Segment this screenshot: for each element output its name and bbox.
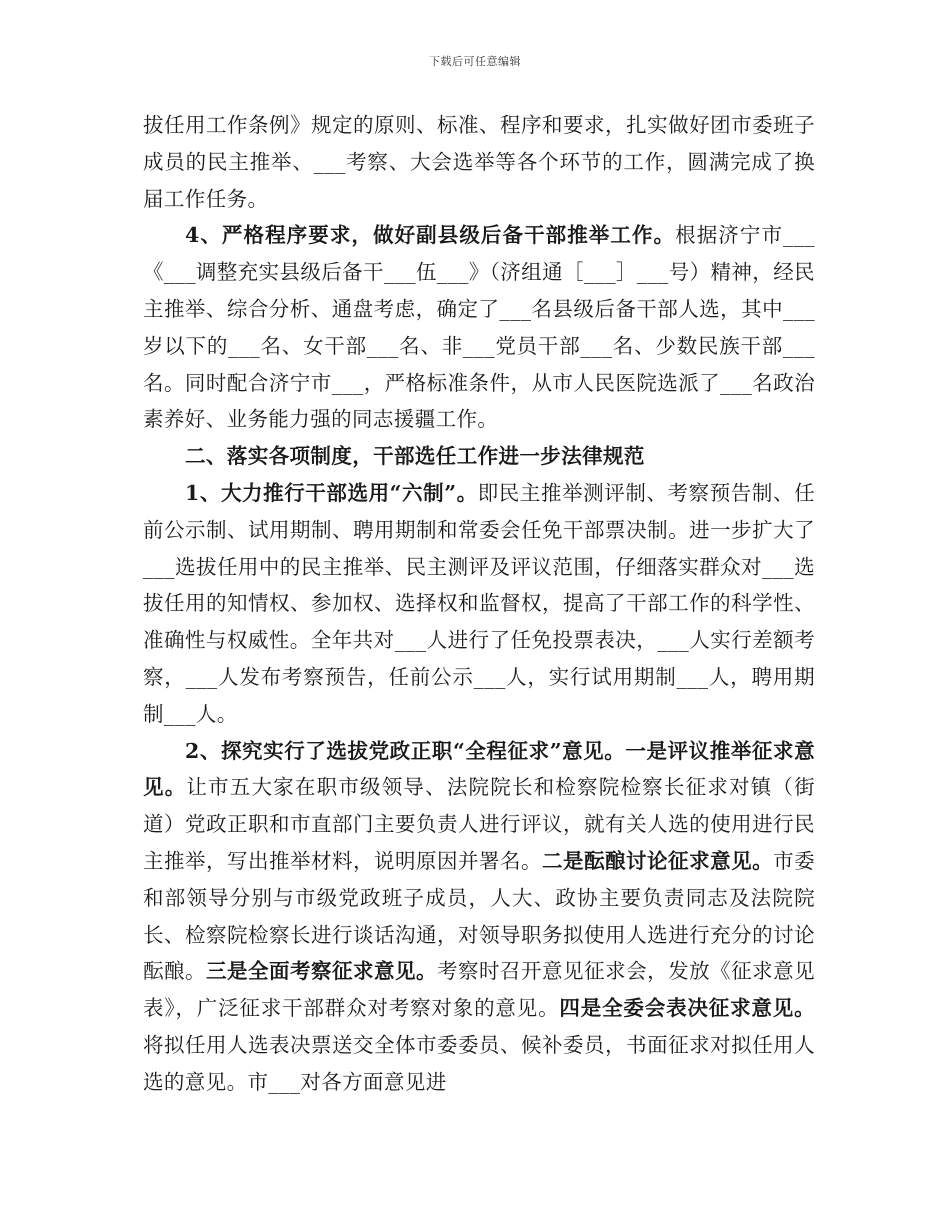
section-heading-two xyxy=(143,438,815,475)
document-body xyxy=(143,107,815,1101)
inline-heading-vote: 四是全委会表决征求意见。 xyxy=(559,996,815,1021)
paragraph-text: 拔任用工作条例》规定的原则、标准、程序和要求，扎实做好团市委班子成员的民主推举、___考察、大会选举等各个环节的工作，圆满完成了换届工作任务。 xyxy=(143,113,815,211)
paragraph-six-systems xyxy=(143,475,815,733)
paragraph-text: 市委和部领导分别与市级党政班子成员，人大、政协主要负责同志及法院院长、检察院检察长进行谈话沟通，对领导职务拟使用人选进行充分的讨论酝酿。 xyxy=(143,848,815,984)
paragraph-lead-heading: 4、严格程序要求，做好副县级后备干部推举工作。 xyxy=(185,223,676,248)
paragraph-text: 即民主推举测评制、考察预告制、任前公示制、试用期制、聘用期制和常委会任免干部票决制。进一步扩大了___选拔任用中的民主推举、民主测评及评议范围，仔细落实群众对___选拔任用的知情权、参加权、选择权和监督权，提高了干部工作的科学性、准确性与权威性。全年共对___人进行了任免投票表决，___人实行差额考察，___人发布考察预告，任前公示___人，实行试用期制___人，聘用期制___人。 xyxy=(143,480,815,726)
paragraph-lead-heading: 2、探究实行了选拔党政正职“全程征求”意见。一是评议推举征求意见。 xyxy=(143,738,815,800)
paragraph-text: 考察时召开意见征求会，发放《征求意见表》，广泛征求干部群众对考察对象的意见。 xyxy=(143,959,815,1021)
paragraph-reserve-cadres xyxy=(143,217,815,438)
paragraph-text: 将拟任用人选表决票送交全体市委委员、候补委员，书面征求对拟任用人选的意见。市___对各方面意见进 xyxy=(143,1032,815,1094)
paragraph-text: 根据济宁市___《___调整充实县级后备干___伍___》（济组通［___］___号）精神，经民主推举、综合分析、通盘考虑，确定了___名县级后备干部人选，其中___岁以下的___名、女干部___名、非___党员干部___名、少数民族干部___名。同时配合济宁市___，严格标准条件，从市人民医院选派了___名政治素养好、业务能力强的同志援疆工作。 xyxy=(143,223,815,432)
inline-heading-inspection: 三是全面考察征求意见。 xyxy=(206,959,438,984)
paragraph-full-process-opinions xyxy=(143,733,815,1101)
paragraph-appointment-regulations xyxy=(143,107,815,217)
paragraph-lead-heading: 1、大力推行干部选用“六制”。 xyxy=(185,480,478,505)
page-header: 下载后可任意编辑 xyxy=(429,55,521,68)
inline-heading-discussion: 二是酝酿讨论征求意见。 xyxy=(542,848,774,873)
section-heading-text: 二、落实各项制度，干部选任工作进一步法律规范 xyxy=(185,444,645,469)
paragraph-text: 让市五大家在职市级领导、法院院长和检察院检察长征求对镇（街道）党政正职和市直部门主要负责人进行评议，就有关人选的使用进行民主推举，写出推举材料，说明原因并署名。 xyxy=(143,775,815,873)
